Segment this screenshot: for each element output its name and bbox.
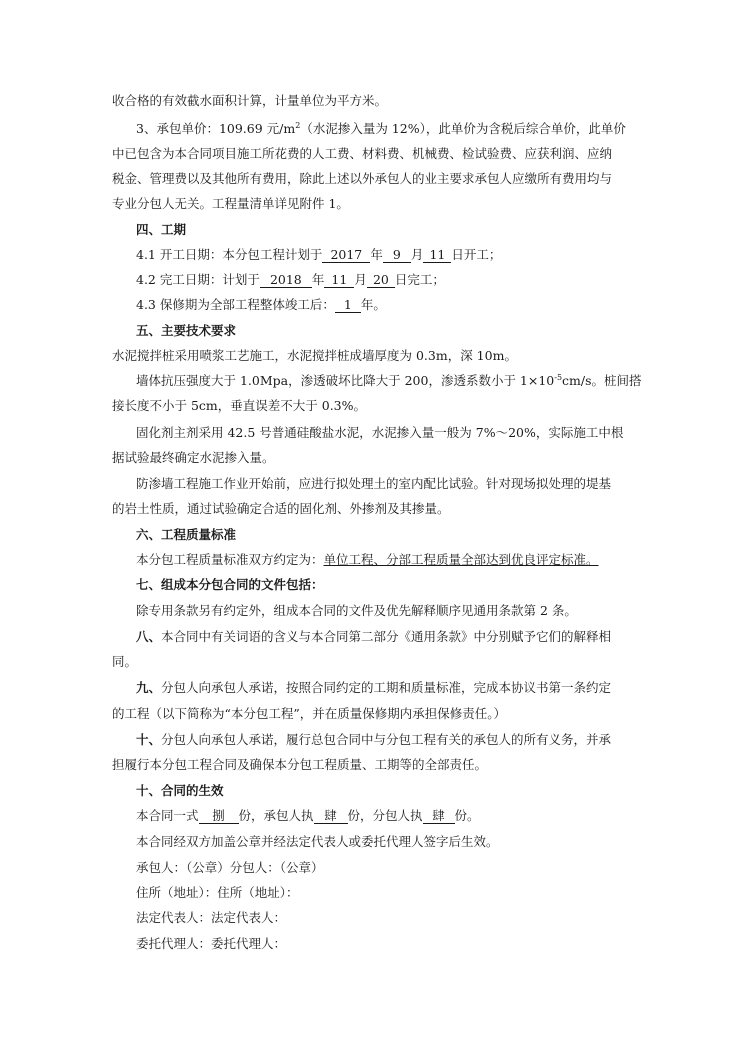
effect-text: 本合同经双方加盖公章并经法定代表人或委托代理人签字后生效。 (136, 834, 499, 849)
tech-para-2-line-1: 墙体抗压强度大于 1.0Mpa，渗透破坏比降大于 200，渗透系数小于 $1\times 10^{-5}cm/s$。桩间搭 (136, 372, 642, 388)
start-month-field: 9 (383, 247, 411, 263)
quality-standard-value: 单位工程、分部工程质量全部达到优良评定标准。 (323, 552, 599, 567)
start-year-field: 2017 (322, 247, 370, 263)
warranty-years-field: 1 (335, 297, 361, 313)
copies-total-field: 捌 (199, 808, 239, 824)
section-8-line-1: 八、本合同中有关词语的含义与本合同第二部分《通用条款》中分别赋予它们的解释相 (136, 629, 612, 644)
tech-para-3-line-1: 固化剂主剂采用 42.5 号普通硅酸盐水泥，水泥掺入量一般为 7%～20%，实际施工中根 (136, 425, 624, 440)
tech-para-1: 水泥搅拌桩采用喷浆工艺施工，水泥搅拌桩成墙厚度为 0.3m，深 10m。 (112, 348, 517, 363)
section-9-line-2: 的工程（以下简称为“本分包工程”，并在质量保修期内承担保修责任。） (112, 706, 507, 721)
quality-standard-line: 本分包工程质量标准双方约定为：单位工程、分部工程质量全部达到优良评定标准。 (136, 552, 599, 567)
paragraph-area-continuation: 收合格的有效截水面积计算，计量单位为平方米。 (112, 93, 388, 108)
unit-price-line-1: 3、承包单价：109.69 元$/m^2$（水泥掺入量为 12%），此单价为含税后综合单价，此单价 (136, 120, 626, 136)
copies-contractor-field: 肆 (314, 808, 348, 824)
tech-para-4-line-2: 的岩土性质，通过试验确定合适的固化剂、外掺剂及其掺量。 (112, 501, 450, 516)
tech-para-4-line-1: 防渗墙工程施工作业开始前，应进行拟处理土的室内配比试验。针对现场拟处理的堤基 (136, 476, 612, 491)
unit-price-line-3: 税金、管理费以及其他所有费用，除此上述以外承包人的业主要求承包人应缴所有费用均与 (112, 171, 613, 186)
warranty-line: 4.3 保修期为全部工程整体竣工后： 1 年。 (136, 297, 386, 312)
section-8-line-2: 同。 (112, 654, 138, 669)
section-7-title: 七、组成本分包合同的文件包括： (136, 577, 324, 592)
tech-para-2-line-2: 接长度不小于 5cm，垂直误差不大于 0.3%。 (112, 398, 367, 413)
unit-price-line-4: 专业分包人无关。工程量清单详见附件 1。 (112, 196, 349, 211)
unit-price-line-2: 中已包含为本合同项目施工所花费的人工费、材料费、机械费、检试验费、应获利润、应纳 (112, 146, 613, 161)
start-day-field: 11 (423, 247, 451, 263)
end-date-line: 4.2 完工日期：计划于 2018 年 11 月 20 日完工； (136, 272, 445, 287)
copies-subcontractor-field: 肆 (423, 808, 455, 824)
section-6-title: 六、工程质量标准 (136, 527, 237, 542)
tech-para-3-line-2: 据试验最终确定水泥掺入量。 (112, 450, 275, 465)
end-year-field: 2018 (260, 272, 312, 288)
end-month-field: 11 (324, 272, 354, 288)
section-10-obligation-line-2: 担履行本分包工程合同及确保本分包工程质量、工期等的全部责任。 (112, 757, 488, 772)
start-date-line: 4.1 开工日期：本分包工程计划于 2017 年 9 月 11 日开工； (136, 247, 502, 262)
section-10-obligation-line-1: 十、分包人向承包人承诺，履行总包合同中与分包工程有关的承包人的所有义务，并承 (136, 732, 612, 747)
section-7-text: 除专用条款另有约定外，组成本合同的文件及优先解释顺序见通用条款第 2 条。 (136, 603, 577, 618)
end-day-field: 20 (367, 272, 395, 288)
signature-row-seal: 承包人：（公章）分包人：（公章） (136, 860, 324, 875)
section-9-line-1: 九、分包人向承包人承诺，按照合同约定的工期和质量标准，完成本协议书第一条约定 (136, 680, 612, 695)
signature-row-address: 住所（地址）：住所（地址）： (136, 885, 299, 900)
section-4-title: 四、工期 (136, 222, 187, 237)
copies-line: 本合同一式 捌 份，承包人执 肆 份，分包人执 肆 份。 (136, 808, 480, 823)
signature-row-agent: 委托代理人：委托代理人： (136, 936, 287, 951)
section-10-effect-title: 十、合同的生效 (136, 783, 224, 798)
signature-row-legal-rep: 法定代表人：法定代表人： (136, 910, 287, 925)
section-5-title: 五、主要技术要求 (136, 323, 237, 338)
